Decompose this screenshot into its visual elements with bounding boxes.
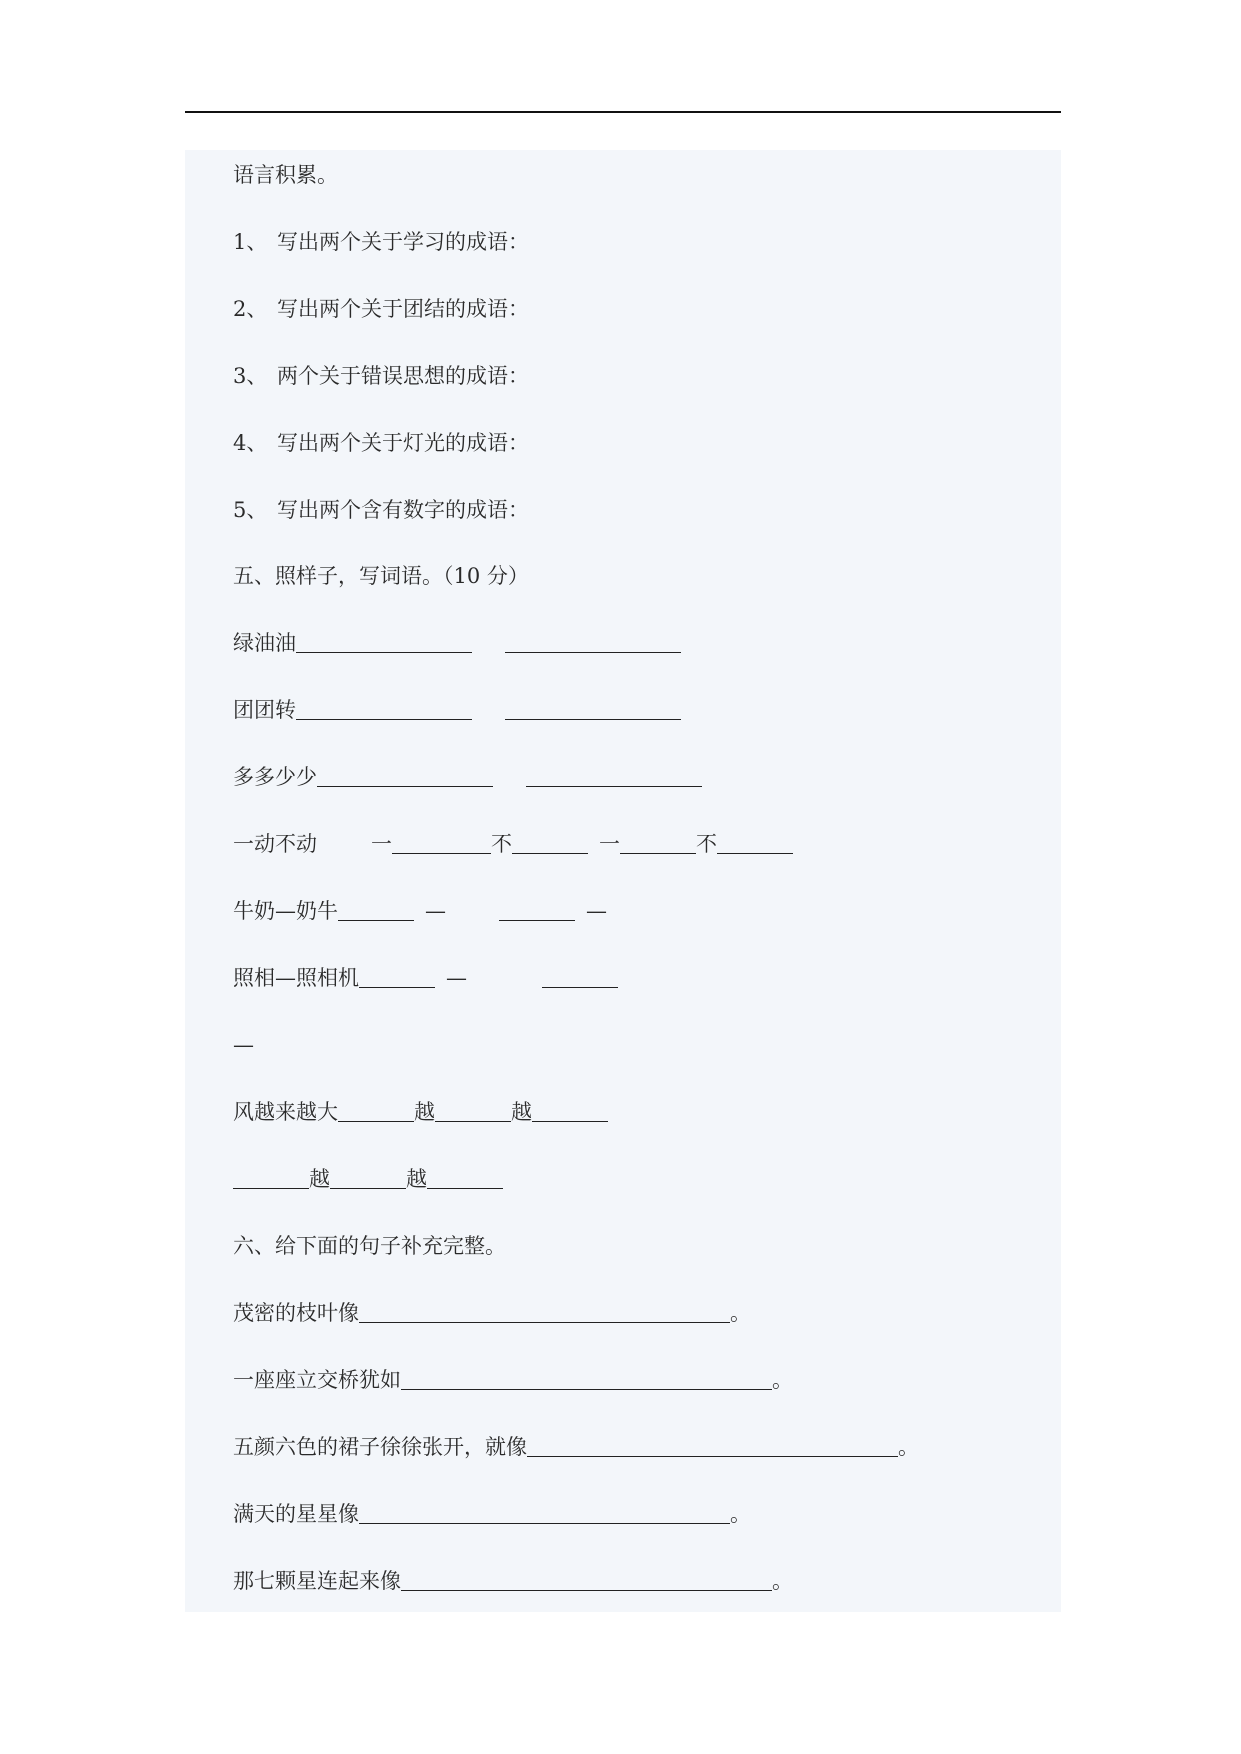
answer-blank[interactable] [717, 833, 793, 854]
answer-blank[interactable] [527, 1436, 898, 1457]
example-word: 多多少少 [233, 765, 317, 789]
pattern-dash: — [446, 966, 467, 990]
answer-blank[interactable] [317, 766, 493, 787]
answer-blank[interactable] [499, 900, 575, 921]
answer-blank[interactable] [512, 833, 588, 854]
exercise-row-6 [233, 964, 618, 992]
sentence-end: 。 [730, 1301, 751, 1325]
answer-blank[interactable] [330, 1168, 406, 1189]
pattern-char: 一 [371, 832, 392, 856]
question-number: 3、 [233, 364, 268, 388]
exercise-row-3 [233, 763, 702, 791]
pattern-char: 不 [696, 832, 717, 856]
section-title-language: 语言积累。 [233, 163, 338, 187]
question-number: 1、 [233, 230, 268, 254]
sentence-row-3 [233, 1433, 919, 1461]
answer-blank[interactable] [427, 1168, 503, 1189]
answer-blank[interactable] [338, 900, 414, 921]
exercise-row-7 [233, 1098, 608, 1126]
example-word: 绿油油 [233, 631, 296, 655]
answer-blank[interactable] [620, 833, 696, 854]
pattern-dash: — [586, 899, 607, 923]
example-word: 一动不动 [233, 832, 317, 856]
answer-blank[interactable] [526, 766, 702, 787]
exercise-row-8 [233, 1165, 503, 1193]
sentence-lead: 满天的星星像 [233, 1502, 359, 1526]
answer-blank[interactable] [359, 1503, 730, 1524]
exercise-row-6-continued [233, 1031, 254, 1059]
answer-blank[interactable] [233, 1168, 309, 1189]
example-word: 照相—照相机 [233, 966, 359, 990]
question-1 [233, 228, 529, 256]
answer-blank[interactable] [505, 699, 681, 720]
sentence-row-4 [233, 1500, 751, 1528]
pattern-char: 越 [309, 1167, 330, 1191]
pattern-dash: — [425, 899, 446, 923]
example-word: 牛奶—奶牛 [233, 899, 338, 923]
answer-blank[interactable] [338, 1101, 414, 1122]
sentence-end: 。 [772, 1569, 793, 1593]
question-4 [233, 429, 529, 457]
answer-blank[interactable] [435, 1101, 511, 1122]
question-number: 5、 [233, 498, 268, 522]
answer-blank[interactable] [359, 1302, 730, 1323]
question-2 [233, 295, 529, 323]
question-3 [233, 362, 529, 390]
answer-blank[interactable] [392, 833, 491, 854]
answer-blank[interactable] [401, 1369, 772, 1390]
sentence-lead: 那七颗星连起来像 [233, 1569, 401, 1593]
exercise-row-4 [233, 830, 793, 858]
sentence-end: 。 [772, 1368, 793, 1392]
sentence-row-1 [233, 1299, 751, 1327]
question-number: 4、 [233, 431, 268, 455]
answer-blank[interactable] [296, 699, 472, 720]
pattern-char: 越 [511, 1100, 532, 1124]
example-word: 团团转 [233, 698, 296, 722]
pattern-dash: — [233, 1033, 254, 1057]
answer-blank[interactable] [542, 967, 618, 988]
question-text: 两个关于错误思想的成语： [277, 364, 529, 388]
sentence-lead: 茂密的枝叶像 [233, 1301, 359, 1325]
pattern-char: 越 [414, 1100, 435, 1124]
exercise-row-1 [233, 629, 681, 657]
pattern-char: 不 [491, 832, 512, 856]
example-word: 风越来越大 [233, 1100, 338, 1124]
sentence-row-2 [233, 1366, 793, 1394]
answer-blank[interactable] [296, 632, 472, 653]
answer-blank[interactable] [359, 967, 435, 988]
exercise-row-2 [233, 696, 681, 724]
sentence-lead: 五颜六色的裙子徐徐张开，就像 [233, 1435, 527, 1459]
question-5 [233, 496, 529, 524]
sentence-end: 。 [898, 1435, 919, 1459]
pattern-char: 一 [599, 832, 620, 856]
header-rule [185, 111, 1061, 113]
pattern-char: 越 [406, 1167, 427, 1191]
section-title-sentences: 六、给下面的句子补充完整。 [233, 1234, 506, 1258]
answer-blank[interactable] [401, 1570, 772, 1591]
section-title-words: 五、照样子，写词语。（10 分） [233, 564, 529, 588]
exercise-row-5 [233, 897, 607, 925]
sentence-lead: 一座座立交桥犹如 [233, 1368, 401, 1392]
answer-blank[interactable] [505, 632, 681, 653]
answer-blank[interactable] [532, 1101, 608, 1122]
question-text: 写出两个关于学习的成语： [277, 230, 529, 254]
sentence-end: 。 [730, 1502, 751, 1526]
question-text: 写出两个含有数字的成语： [277, 498, 529, 522]
sentence-row-5 [233, 1567, 793, 1595]
question-text: 写出两个关于灯光的成语： [277, 431, 529, 455]
question-number: 2、 [233, 297, 268, 321]
question-text: 写出两个关于团结的成语： [277, 297, 529, 321]
